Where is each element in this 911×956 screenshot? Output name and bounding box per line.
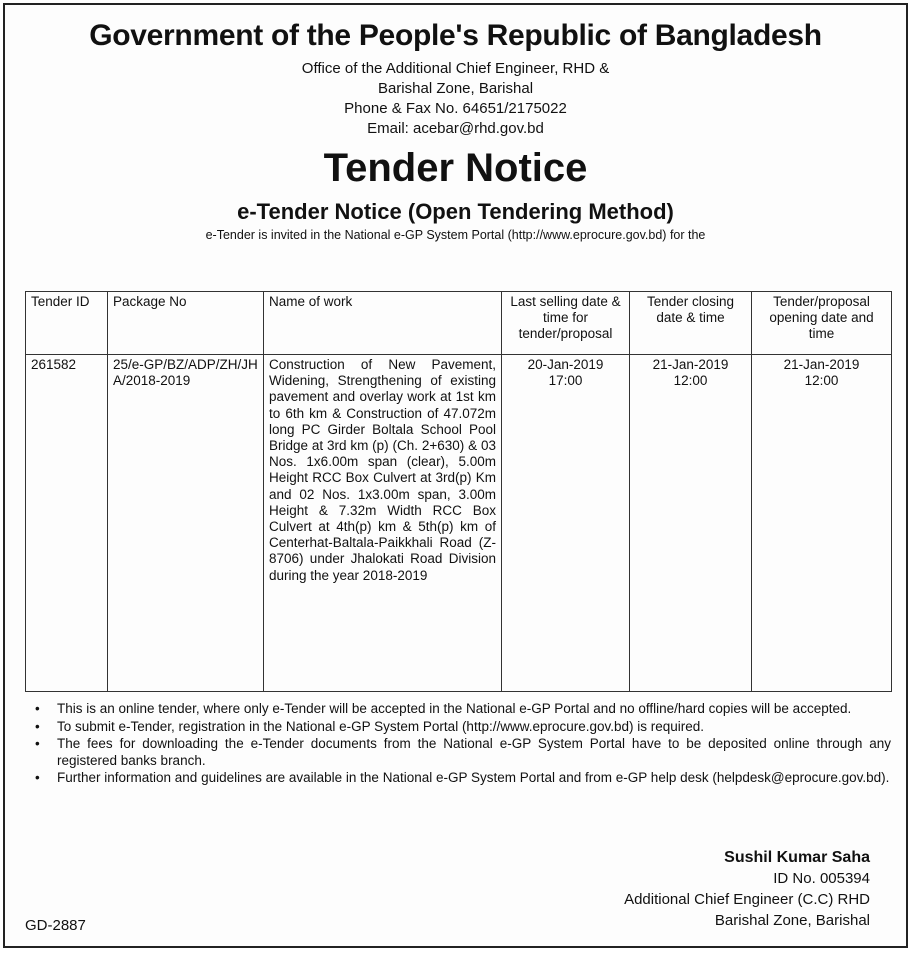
list-item [25, 736, 891, 769]
notice-subtitle: e-Tender Notice (Open Tendering Method) [237, 199, 674, 224]
notice-header [5, 19, 906, 243]
cell-name-of-work: Construction of New Pavement, Widening, Strengthening of existing pavement and overlay work at 1st km to 6th km & Construction of 47.072m long PC Girder Boltala School Pool Bridge at 3rd km (p) (Ch. 2+630) & 03 Nos. 1x6.00m span (clear), 5.00m Height RCC Box Culvert at 3rd(p) Km and 02 Nos. 1x3.00m span, 3.00m Height & 7.32m Width RCC Box Culvert at 4th(p) km & 5th(p) km of Centerhat-Baltala-Paikkhali Road (Z-8706) under Jhalokati Road Division during the year 2018-2019 [264, 355, 502, 692]
header-opening: Tender/proposal opening date and time [752, 292, 892, 355]
bullet-icon: • [35, 701, 40, 716]
list-item [25, 701, 891, 718]
tender-table [25, 291, 892, 692]
cell-opening [752, 355, 892, 692]
office-line: Barishal Zone, Barishal [377, 80, 534, 97]
closing-date: 21-Jan-2019 [652, 357, 729, 372]
header-last-selling: Last selling date & time for tender/proposal [502, 292, 630, 355]
cell-closing [630, 355, 752, 692]
list-item-text: The fees for downloading the e-Tender documents from the National e-GP System Portal have to be deposited online through any registered banks branch. [57, 736, 891, 768]
invite-text: e-Tender is invited in the National e-GP System Portal (http://www.eprocure.gov.bd) for the [205, 228, 706, 242]
government-title: Government of the People's Republic of Bangladesh [89, 19, 822, 52]
closing-time: 12:00 [673, 373, 708, 389]
email-line: Email: acebar@rhd.gov.bd [367, 120, 544, 137]
bullet-icon: • [35, 736, 40, 751]
cell-package-no: 25/e-GP/BZ/ADP/ZH/JHA/2018-2019 [108, 355, 264, 692]
cell-last-selling [502, 355, 630, 692]
signatory-name: Sushil Kumar Saha [724, 849, 870, 866]
notice-title: Tender Notice [323, 146, 588, 190]
office-info [5, 59, 906, 139]
header-name-of-work: Name of work [264, 292, 502, 355]
list-item [25, 770, 891, 787]
opening-time: 12:00 [804, 373, 839, 389]
opening-date: 21-Jan-2019 [783, 357, 860, 372]
signatory-designation: Additional Chief Engineer (C.C) RHD [624, 891, 870, 908]
header-tender-id: Tender ID [26, 292, 108, 355]
bullet-icon: • [35, 770, 40, 785]
signature-block [624, 847, 870, 931]
table-header-row [26, 292, 892, 355]
cell-tender-id: 261582 [26, 355, 108, 692]
reference-code: GD-2887 [25, 917, 86, 934]
bullet-icon: • [35, 718, 40, 734]
signatory-zone: Barishal Zone, Barishal [714, 912, 870, 929]
last-selling-time: 17:00 [548, 373, 583, 389]
office-line: Office of the Additional Chief Engineer, RHD & [301, 60, 610, 77]
last-selling-date: 20-Jan-2019 [527, 357, 604, 372]
header-package-no: Package No [108, 292, 264, 355]
list-item-text: To submit e-Tender, registration in the National e-GP System Portal (http://www.eprocure.gov.bd) is required. [57, 718, 705, 734]
table-row [26, 355, 892, 692]
list-item-text: Further information and guidelines are available in the National e-GP System Portal and from e-GP help desk (helpdesk@eprocure.gov.bd). [57, 770, 890, 785]
signatory-id: ID No. 005394 [773, 870, 870, 887]
list-item-text: This is an online tender, where only e-Tender will be accepted in the National e-GP Portal and no offline/hard copies will be accepted. [57, 701, 852, 716]
header-closing: Tender closing date & time [630, 292, 752, 355]
phone-fax-line: Phone & Fax No. 64651/2175022 [344, 100, 567, 117]
tender-notice-page [3, 3, 908, 948]
list-item [25, 719, 891, 736]
instructions-list [25, 701, 891, 788]
